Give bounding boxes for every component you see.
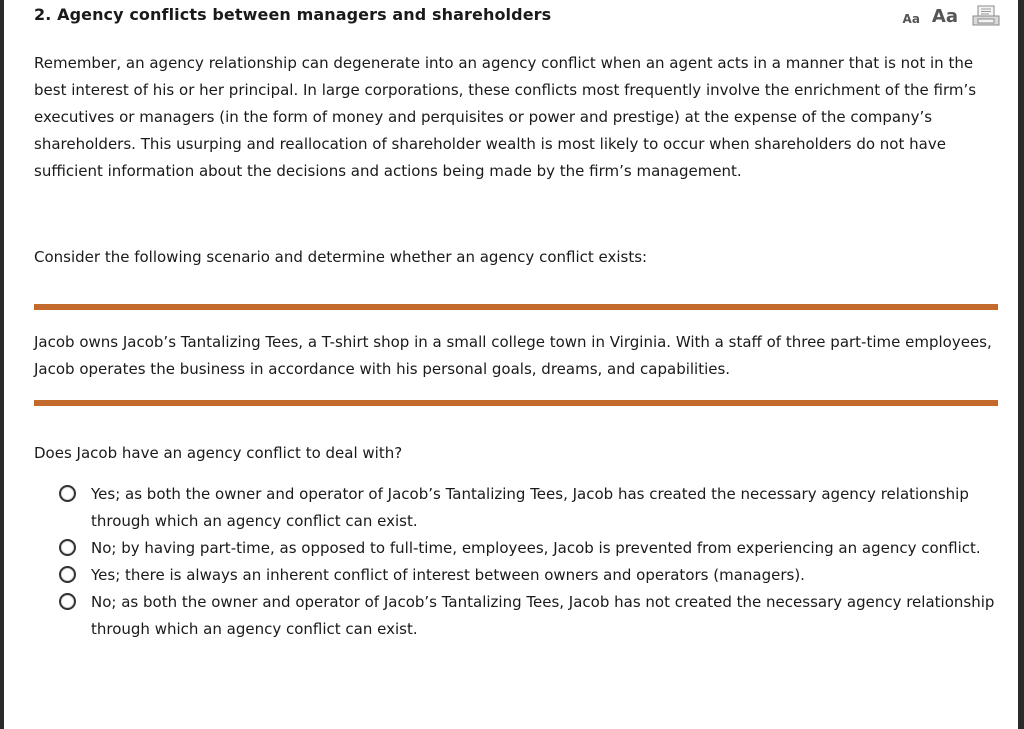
radio-button[interactable] <box>59 593 76 610</box>
answer-option[interactable] <box>56 535 1000 562</box>
answer-option-label: Yes; there is always an inherent conflict of interest between owners and operators (managers). <box>91 566 805 584</box>
scenario-text: Jacob owns Jacob’s Tantalizing Tees, a T-shirt shop in a small college town in Virginia. With a staff of three part-time employees, Jacob operates the business in accordance with his personal goals, dreams, and capabilities. <box>34 333 992 378</box>
answer-option[interactable] <box>56 481 1000 535</box>
question-title: 2. Agency conflicts between managers and shareholders <box>34 5 552 24</box>
question-text: Does Jacob have an agency conflict to deal with? <box>34 444 403 462</box>
answer-option[interactable] <box>56 562 1000 589</box>
answer-options <box>56 481 1000 643</box>
answer-option-label: No; by having part-time, as opposed to full-time, employees, Jacob is prevented from experiencing an agency conflict. <box>91 539 981 557</box>
increase-font-button[interactable]: Aa <box>931 5 958 27</box>
scenario-prompt: Consider the following scenario and determine whether an agency conflict exists: <box>34 248 648 266</box>
answer-option-label: No; as both the owner and operator of Jacob’s Tantalizing Tees, Jacob has not created the necessary agency relationship through which an agency conflict can exist. <box>91 593 995 638</box>
radio-button[interactable] <box>59 539 76 556</box>
left-window-border <box>0 0 4 729</box>
text-tools <box>903 4 1000 28</box>
right-window-border <box>1018 0 1024 729</box>
print-icon[interactable] <box>972 5 1000 27</box>
scenario-top-divider <box>34 304 998 310</box>
question-header <box>34 4 1000 28</box>
radio-button[interactable] <box>59 566 76 583</box>
answer-option-label: Yes; as both the owner and operator of Jacob’s Tantalizing Tees, Jacob has created the necessary agency relationship through which an agency conflict can exist. <box>91 485 969 530</box>
answer-option[interactable] <box>56 589 1000 643</box>
scenario-bottom-divider <box>34 400 998 406</box>
intro-paragraph: Remember, an agency relationship can degenerate into an agency conflict when an agent acts in a manner that is not in the best interest of his or her principal. In large corporations, these conflicts most frequently involve the enrichment of the firm’s executives or managers (in the form of money and perquisites or power and prestige) at the expense of the company’s shareholders. This usurping and reallocation of shareholder wealth is most likely to occur when shareholders do not have sufficient information about the decisions and actions being made by the firm’s management. <box>34 54 977 180</box>
decrease-font-button[interactable]: Aa <box>902 11 920 26</box>
radio-button[interactable] <box>59 485 76 502</box>
